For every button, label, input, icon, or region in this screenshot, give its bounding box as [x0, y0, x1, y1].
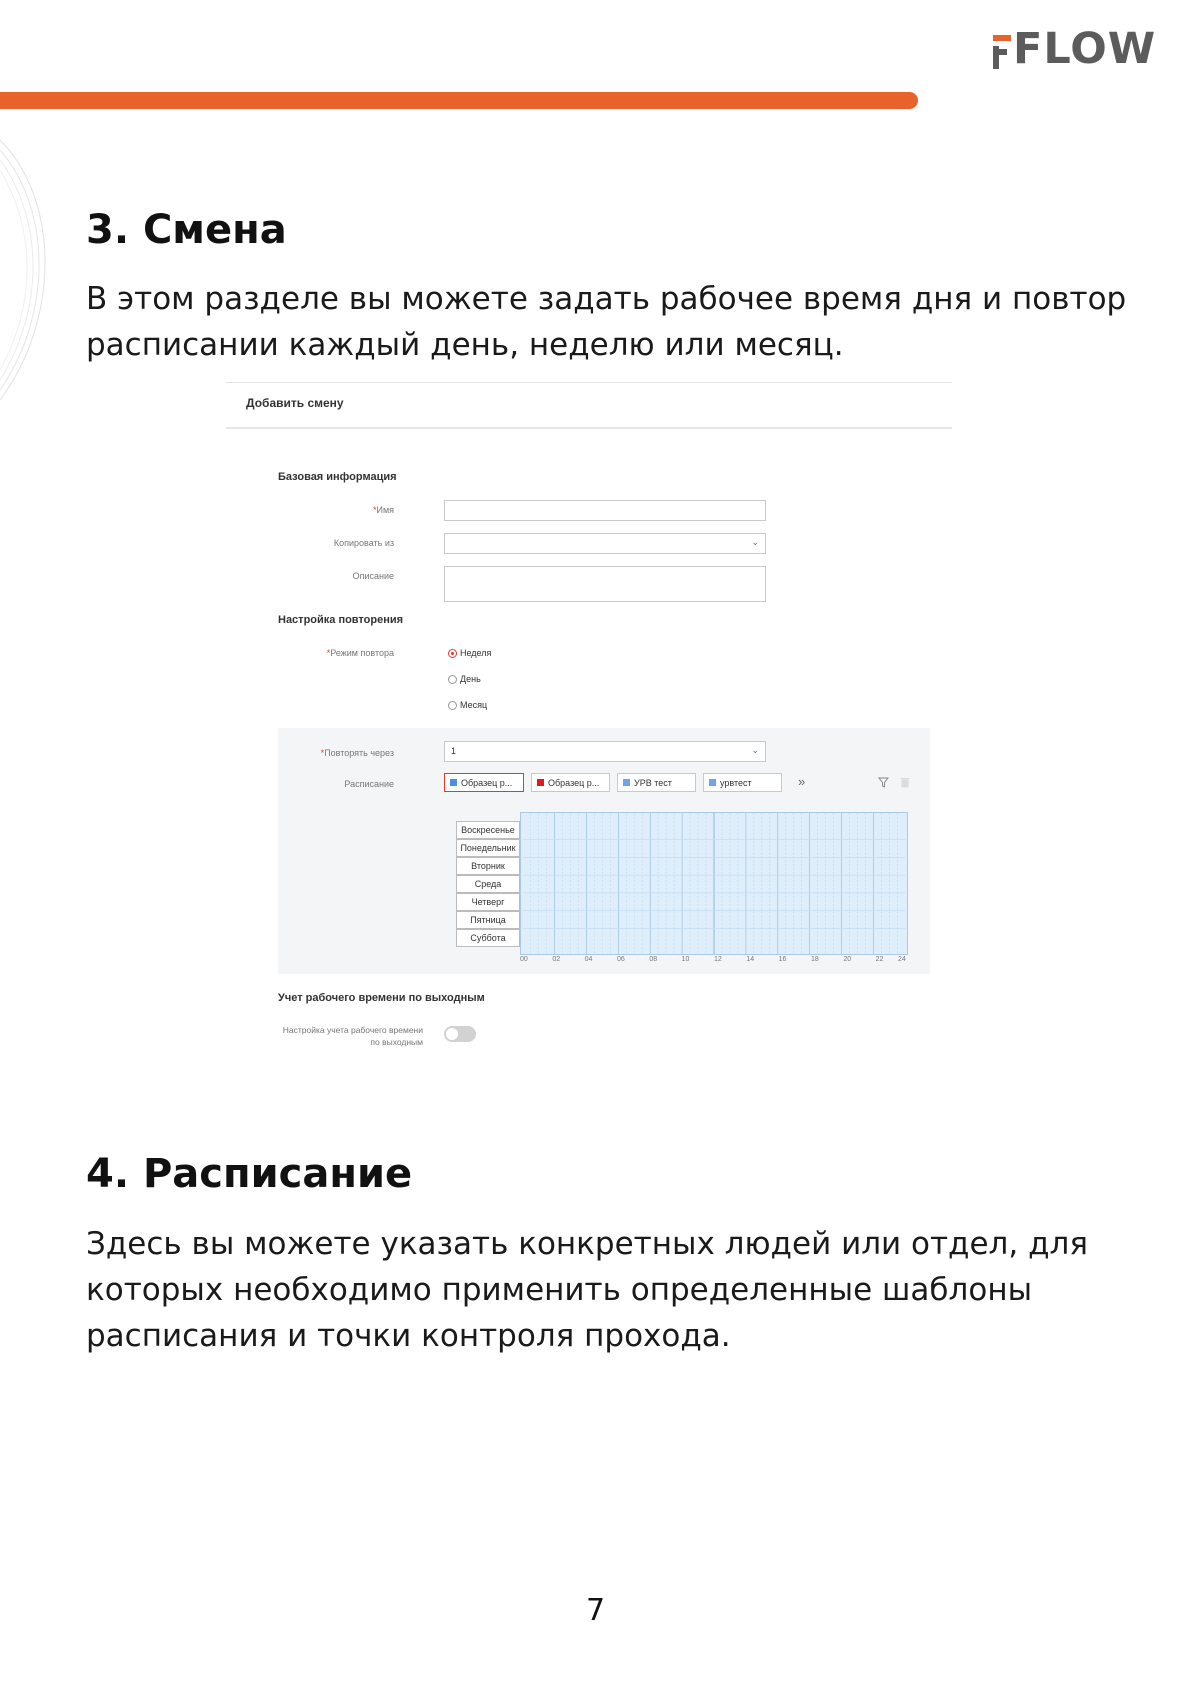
hour-label: 20 — [843, 813, 852, 820]
hour-label: 02 — [552, 956, 561, 963]
day-label: Воскресенье — [456, 821, 520, 839]
weekend-title: Учет рабочего времени по выходным — [278, 992, 485, 1004]
name-label: *Имя — [372, 505, 394, 515]
hour-label: 20 — [843, 956, 852, 963]
radio-day[interactable] — [448, 674, 481, 684]
hour-label: 12 — [714, 956, 722, 963]
radio-week-label: Неделя — [460, 648, 492, 658]
template-label: Образец р... — [548, 777, 600, 788]
add-shift-screenshot — [226, 382, 952, 1057]
color-swatch — [709, 779, 716, 786]
template-chip[interactable] — [444, 773, 524, 792]
template-label: УРВ тест — [634, 777, 672, 788]
hour-label: 14 — [746, 813, 755, 820]
description-label: Описание — [352, 571, 394, 581]
day-label: Среда — [456, 875, 520, 893]
schedule-panel — [278, 728, 930, 974]
copy-from-label: Копировать из — [333, 538, 394, 548]
hour-label: 08 — [649, 813, 658, 820]
radio-week[interactable] — [448, 648, 491, 658]
hour-label: 24 — [898, 813, 906, 820]
day-label: Понедельник — [456, 839, 520, 857]
hour-label: 24 — [898, 956, 906, 963]
radio-month-label: Месяц — [460, 700, 488, 710]
repeat-every-value: 1 — [451, 746, 457, 756]
schedule-label: Расписание — [344, 779, 394, 789]
template-label: Образец р... — [461, 777, 513, 788]
description-textarea[interactable] — [444, 566, 766, 602]
hour-label: 06 — [617, 956, 625, 963]
day-label: Вторник — [456, 857, 520, 875]
color-swatch — [623, 779, 630, 786]
hour-label: 02 — [552, 813, 561, 820]
hour-label: 16 — [778, 956, 787, 963]
trash-icon[interactable] — [900, 777, 910, 788]
hour-label: 08 — [649, 956, 658, 963]
name-input[interactable] — [444, 500, 766, 521]
hour-label: 04 — [584, 813, 593, 820]
hour-label: 18 — [811, 956, 819, 963]
color-swatch — [537, 779, 544, 786]
hour-label: 18 — [811, 813, 819, 820]
section-3-title: 3. Смена — [86, 207, 287, 253]
schedule-grid[interactable] — [520, 812, 908, 955]
template-chip[interactable] — [617, 773, 696, 792]
basic-info-title: Базовая информация — [278, 471, 397, 483]
hour-label: 10 — [681, 813, 690, 820]
day-label: Четверг — [456, 893, 520, 911]
template-chip[interactable] — [531, 773, 610, 792]
weekend-setting-label-line2: по выходным — [370, 1037, 423, 1047]
day-label: Пятница — [456, 911, 520, 929]
repeat-every-select[interactable] — [444, 741, 766, 762]
hour-label: 22 — [875, 956, 884, 963]
filter-icon[interactable] — [878, 777, 889, 788]
decorative-curves — [0, 120, 60, 420]
repeat-mode-label: *Режим повтора — [326, 648, 394, 658]
hour-label: 22 — [875, 813, 884, 820]
hour-label: 00 — [520, 813, 528, 820]
radio-selected-icon — [448, 649, 457, 658]
double-chevron-right-icon[interactable]: » — [798, 774, 806, 789]
hour-label: 04 — [584, 956, 593, 963]
header-accent-bar — [0, 92, 918, 109]
radio-unselected-icon — [448, 675, 457, 684]
copy-from-select[interactable] — [444, 533, 766, 554]
name-label-text: Имя — [376, 505, 394, 515]
divider — [226, 427, 952, 429]
page-number: 7 — [585, 1593, 606, 1628]
logo-mark-icon — [993, 35, 1011, 69]
color-swatch — [450, 779, 457, 786]
brand-logo: FLOW — [1013, 24, 1157, 74]
section-3-text: В этом разделе вы можете задать рабочее время дня и повтор расписании каждый день, неделю или месяц. — [86, 281, 1127, 363]
radio-unselected-icon — [448, 701, 457, 710]
repeat-mode-label-text: Режим повтора — [330, 648, 394, 658]
divider — [226, 382, 952, 383]
chevron-down-icon: ⌄ — [751, 745, 759, 755]
repeat-settings-title: Настройка повторения — [278, 614, 404, 626]
hour-label: 06 — [617, 813, 625, 820]
dialog-title: Добавить смену — [246, 396, 344, 410]
repeat-every-label-text: Повторять через — [324, 748, 394, 758]
hour-label: 00 — [520, 956, 528, 963]
section-4-title: 4. Расписание — [86, 1151, 413, 1197]
template-label: урвтест — [720, 777, 752, 788]
hour-label: 14 — [746, 956, 755, 963]
weekend-setting-label-line1: Настройка учета рабочего времени — [282, 1025, 423, 1035]
hour-label: 12 — [714, 813, 722, 820]
template-list — [444, 773, 934, 793]
repeat-every-label: *Повторять через — [320, 748, 394, 758]
chevron-down-icon: ⌄ — [751, 537, 759, 547]
section-4-text: Здесь вы можете указать конкретных людей или отдел, для которых необходимо применить определенные шаблоны расписания и точки контроля прохода. — [86, 1226, 1088, 1354]
radio-month[interactable] — [448, 700, 487, 710]
weekend-setting-label — [224, 1024, 423, 1048]
hour-label: 16 — [778, 813, 787, 820]
weekend-toggle[interactable] — [444, 1026, 476, 1042]
template-chip[interactable] — [703, 773, 782, 792]
hour-label: 10 — [681, 956, 690, 963]
day-label: Суббота — [456, 929, 520, 947]
radio-day-label: День — [460, 674, 481, 684]
